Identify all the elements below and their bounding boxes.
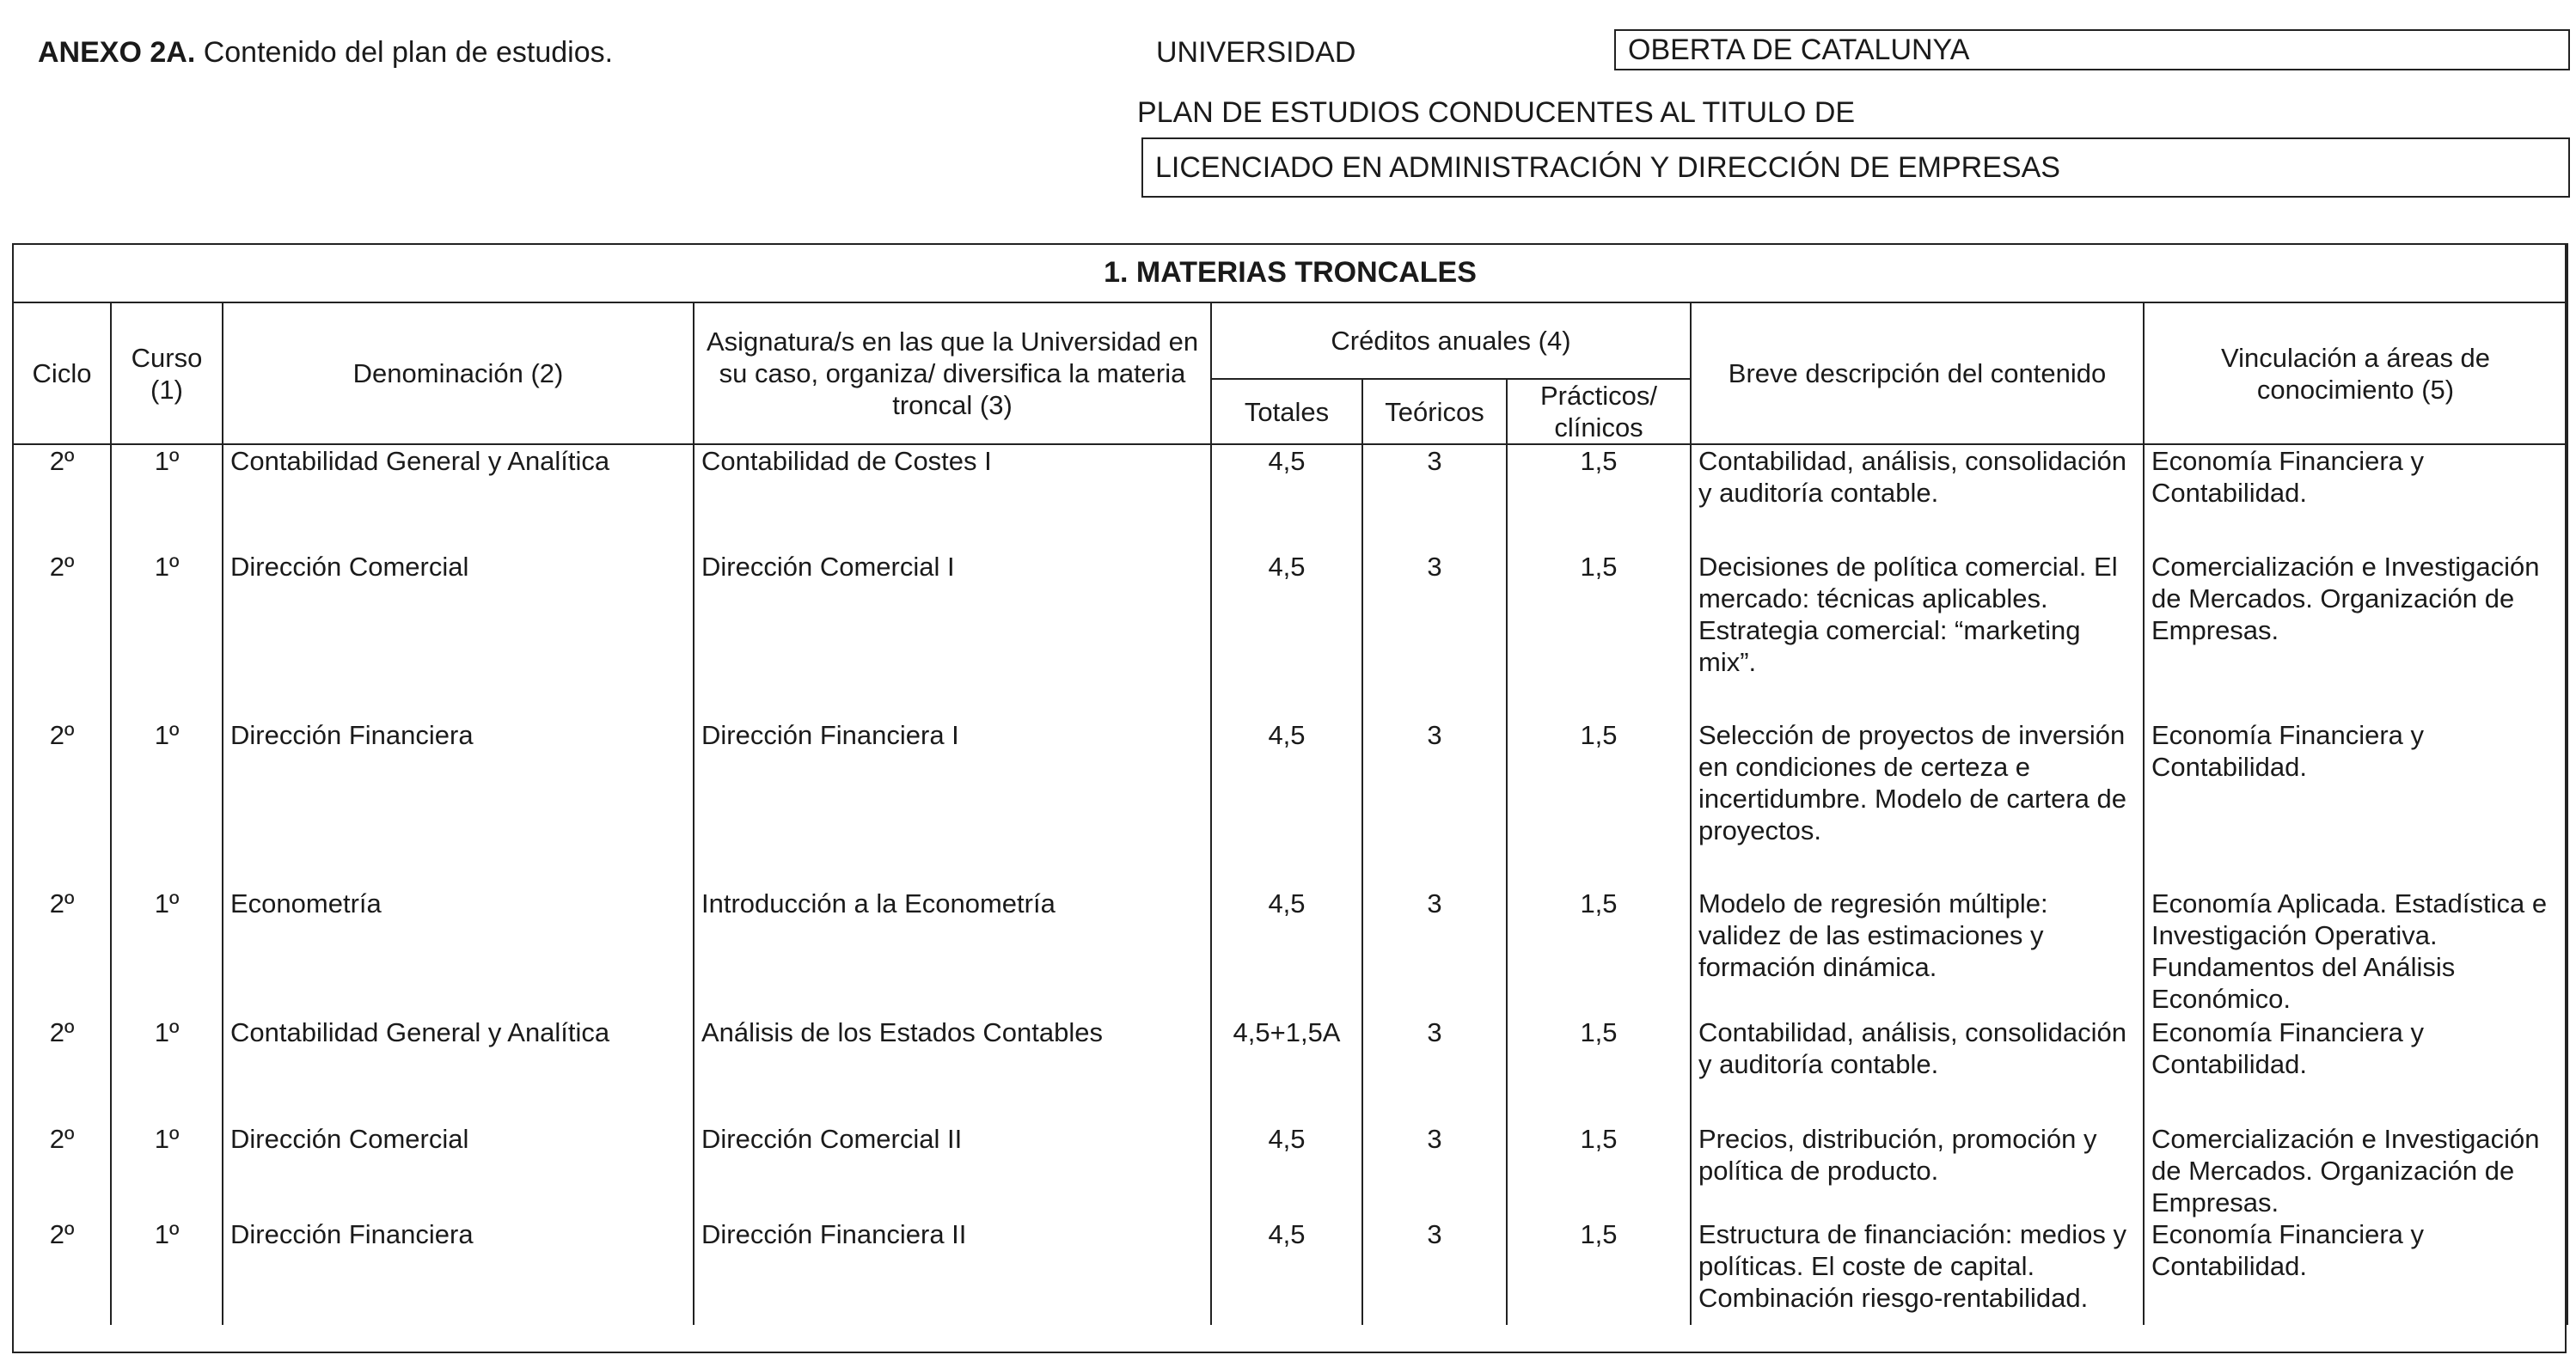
cell-totales: 4,5+1,5A xyxy=(1211,1016,1362,1123)
cell-vinculacion: Comercialización e Investigación de Mercados. Organización de Empresas. xyxy=(2144,551,2567,719)
cell-asignatura: Dirección Comercial I xyxy=(694,551,1211,719)
cell-denominacion: Dirección Financiera xyxy=(223,1218,694,1325)
cell-totales: 4,5 xyxy=(1211,1218,1362,1325)
cell-ciclo: 2º xyxy=(13,719,111,888)
anexo-description: Contenido del plan de estudios. xyxy=(195,36,614,69)
titulo-value-box xyxy=(1141,137,2570,198)
cell-vinculacion: Economía Aplicada. Estadística e Investigación Operativa. Fundamentos del Análisis Económico. xyxy=(2144,888,2567,1016)
col-totales: Totales xyxy=(1211,379,1362,444)
universidad-value: OBERTA DE CATALUNYA xyxy=(1628,34,1970,66)
cell-denominacion: Contabilidad General y Analítica xyxy=(223,1016,694,1123)
table-title: 1. MATERIAS TRONCALES xyxy=(13,243,2567,302)
table-row xyxy=(13,888,2567,1016)
cell-ciclo: 2º xyxy=(13,1218,111,1325)
cell-denominacion: Dirección Financiera xyxy=(223,719,694,888)
cell-curso: 1º xyxy=(111,444,223,551)
cell-teoricos: 3 xyxy=(1362,888,1507,1016)
cell-descripcion: Selección de proyectos de inversión en condiciones de certeza e incertidumbre. Modelo de cartera de proyectos. xyxy=(1691,719,2144,888)
cell-teoricos: 3 xyxy=(1362,1016,1507,1123)
cell-asignatura: Contabilidad de Costes I xyxy=(694,444,1211,551)
cell-vinculacion: Economía Financiera y Contabilidad. xyxy=(2144,444,2567,551)
cell-denominacion: Dirección Comercial xyxy=(223,551,694,719)
cell-ciclo: 2º xyxy=(13,551,111,719)
anexo-heading xyxy=(38,36,613,70)
col-practicos: Prácticos/ clínicos xyxy=(1507,379,1691,444)
col-ciclo: Ciclo xyxy=(13,302,111,444)
cell-vinculacion: Economía Financiera y Contabilidad. xyxy=(2144,719,2567,888)
cell-asignatura: Introducción a la Econometría xyxy=(694,888,1211,1016)
cell-denominacion: Dirección Comercial xyxy=(223,1123,694,1218)
cell-curso: 1º xyxy=(111,1218,223,1325)
cell-practicos: 1,5 xyxy=(1507,1123,1691,1218)
col-denominacion: Denominación (2) xyxy=(223,302,694,444)
table-row xyxy=(13,444,2567,551)
cell-ciclo: 2º xyxy=(13,1016,111,1123)
universidad-label: UNIVERSIDAD xyxy=(1156,36,1356,69)
cell-descripcion: Contabilidad, análisis, consolidación y auditoría contable. xyxy=(1691,1016,2144,1123)
cell-ciclo: 2º xyxy=(13,1123,111,1218)
anexo-label: ANEXO 2A. xyxy=(38,36,196,69)
cell-practicos: 1,5 xyxy=(1507,719,1691,888)
table-row xyxy=(13,551,2567,719)
titulo-value: LICENCIADO EN ADMINISTRACIÓN Y DIRECCIÓN DE EMPRESAS xyxy=(1155,151,2060,184)
cell-curso: 1º xyxy=(111,888,223,1016)
cell-practicos: 1,5 xyxy=(1507,1016,1691,1123)
col-vinculacion: Vinculación a áreas de conocimiento (5) xyxy=(2144,302,2567,444)
cell-practicos: 1,5 xyxy=(1507,551,1691,719)
cell-practicos: 1,5 xyxy=(1507,444,1691,551)
table-row xyxy=(13,1016,2567,1123)
cell-totales: 4,5 xyxy=(1211,551,1362,719)
col-teoricos: Teóricos xyxy=(1362,379,1507,444)
cell-denominacion: Econometría xyxy=(223,888,694,1016)
cell-curso: 1º xyxy=(111,1123,223,1218)
cell-asignatura: Análisis de los Estados Contables xyxy=(694,1016,1211,1123)
cell-descripcion: Precios, distribución, promoción y política de producto. xyxy=(1691,1123,2144,1218)
cell-practicos: 1,5 xyxy=(1507,1218,1691,1325)
cell-totales: 4,5 xyxy=(1211,888,1362,1016)
table-row xyxy=(13,719,2567,888)
cell-asignatura: Dirección Financiera II xyxy=(694,1218,1211,1325)
cell-totales: 4,5 xyxy=(1211,719,1362,888)
cell-descripcion: Modelo de regresión múltiple: validez de las estimaciones y formación dinámica. xyxy=(1691,888,2144,1016)
col-descripcion: Breve descripción del contenido xyxy=(1691,302,2144,444)
col-asignatura: Asignatura/s en las que la Universidad en su caso, organiza/ diversifica la materia troncal (3) xyxy=(694,302,1211,444)
cell-ciclo: 2º xyxy=(13,444,111,551)
cell-ciclo: 2º xyxy=(13,888,111,1016)
cell-teoricos: 3 xyxy=(1362,1218,1507,1325)
cell-teoricos: 3 xyxy=(1362,1123,1507,1218)
plan-label: PLAN DE ESTUDIOS CONDUCENTES AL TITULO DE xyxy=(1137,96,1856,129)
cell-vinculacion: Comercialización e Investigación de Mercados. Organización de Empresas. xyxy=(2144,1123,2567,1218)
cell-teoricos: 3 xyxy=(1362,551,1507,719)
cell-descripcion: Estructura de financiación: medios y políticas. El coste de capital. Combinación riesgo-rentabilidad. xyxy=(1691,1218,2144,1325)
table-row xyxy=(13,1123,2567,1218)
col-creditos: Créditos anuales (4) xyxy=(1211,302,1691,379)
materias-troncales-table xyxy=(12,243,2568,1325)
cell-teoricos: 3 xyxy=(1362,719,1507,888)
cell-asignatura: Dirección Comercial II xyxy=(694,1123,1211,1218)
cell-descripcion: Contabilidad, análisis, consolidación y auditoría contable. xyxy=(1691,444,2144,551)
cell-curso: 1º xyxy=(111,719,223,888)
cell-totales: 4,5 xyxy=(1211,1123,1362,1218)
cell-descripcion: Decisiones de política comercial. El mercado: técnicas aplicables. Estrategia comercial: “marketing mix”. xyxy=(1691,551,2144,719)
col-curso: Curso (1) xyxy=(111,302,223,444)
cell-vinculacion: Economía Financiera y Contabilidad. xyxy=(2144,1016,2567,1123)
cell-curso: 1º xyxy=(111,551,223,719)
cell-totales: 4,5 xyxy=(1211,444,1362,551)
universidad-value-box xyxy=(1614,29,2570,70)
cell-curso: 1º xyxy=(111,1016,223,1123)
table-body xyxy=(13,444,2567,1325)
cell-asignatura: Dirección Financiera I xyxy=(694,719,1211,888)
cell-denominacion: Contabilidad General y Analítica xyxy=(223,444,694,551)
cell-teoricos: 3 xyxy=(1362,444,1507,551)
cell-vinculacion: Economía Financiera y Contabilidad. xyxy=(2144,1218,2567,1325)
cell-practicos: 1,5 xyxy=(1507,888,1691,1016)
table-row xyxy=(13,1218,2567,1325)
